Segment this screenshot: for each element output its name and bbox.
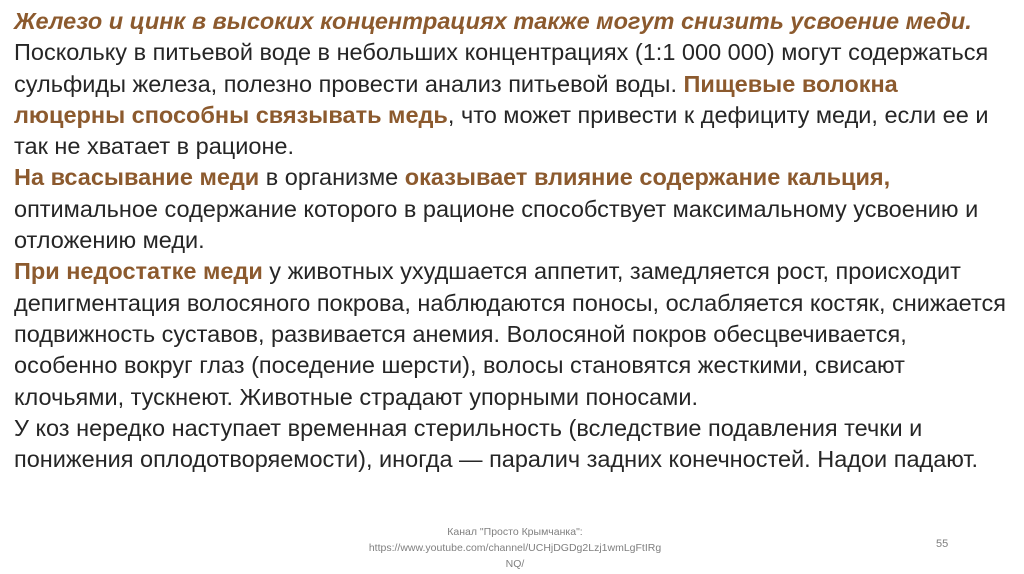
footer-credit-url-tail: NQ/ [505, 558, 525, 570]
body-text: У коз нередко наступает временная стерильность (вследствие подавления течки и понижения оплодотворяемости), иногда — паралич задних конечностей. Надои падают. [14, 414, 979, 473]
paragraph-2 [14, 162, 1014, 256]
footer-credit-url: https://www.youtube.com/channel/UCHjDGDg2Lzj1wmLgFtIRg [368, 542, 662, 554]
highlight-text: На всасывание меди [14, 164, 260, 191]
footer-credit-channel: Канал "Просто Крымчанка": [447, 526, 583, 538]
highlight-text: Пищевые волокна люцерны способны связывать медь [14, 70, 898, 128]
slide-body [14, 6, 1014, 475]
highlight-text: Железо и цинк в высоких концентрациях также могут снизить усвоение меди. [14, 8, 972, 34]
body-text: у животных ухудшается аппетит, замедляется рост, происходит депигментация волосяного покрова, наблюдаются поносы, ослабляется костяк, снижается подвижность суставов, развивается анемия. Волосяной покров обесцвечивается, особенно вокруг глаз (поседение шерсти), волосы становятся жесткими, свисают клочьями, тускнеют. Животные страдают упорными поносами. [14, 258, 1006, 410]
body-text: Поскольку в питьевой воде в небольших концентрациях (1:1 000 000) могут содержаться сульфиды железа, полезно провести анализ питьевой воды. [14, 39, 989, 97]
highlight-text: При недостатке меди [14, 258, 263, 285]
body-text: оптимальное содержание которого в рационе способствует максимальному усвоению и отложению меди. [14, 195, 979, 254]
paragraph-3 [14, 256, 1014, 412]
body-text: , что может привести к дефициту меди, если ее и так не хватает в рационе. [14, 101, 989, 160]
highlight-text: оказывает влияние содержание кальция, [404, 164, 891, 191]
paragraph-4 [14, 413, 1014, 476]
page-number: 55 [936, 538, 949, 550]
paragraph-1 [14, 6, 1014, 162]
footer-credit [340, 524, 690, 572]
body-text: в организме [259, 164, 405, 191]
